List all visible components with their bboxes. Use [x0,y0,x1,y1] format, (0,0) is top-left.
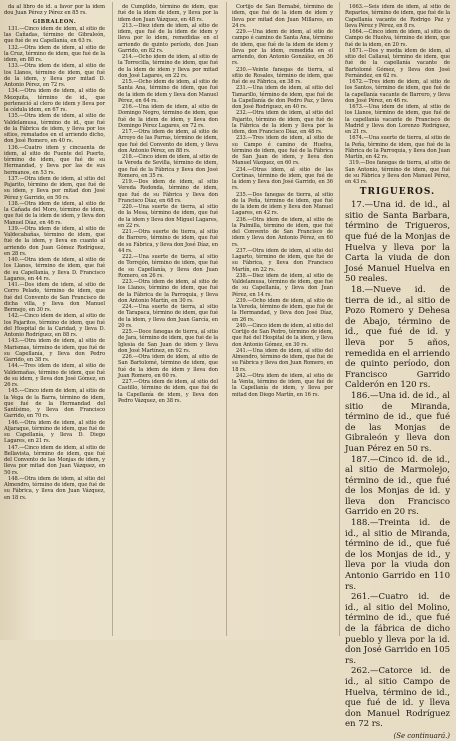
section-heading-gibraleon: GIBRALEON. [32,18,77,25]
lot-entry: 226.—Otra idem de idem, al sitio de San Bartolomé, término de idem, que fué de la idem de idem y lleva don Juan Romero, en 60 rs. [118,354,218,379]
lot-entry: 220.—Una suerte de tierra, al sitio de la Mesa, término de idem, que fué de la idem y lleva don Miguel Lagares, en 22 rs. [118,204,218,229]
column-3 [232,4,333,632]
lot-entry: 141.—Dos idem de idem, al sitio de Cerro Pelado, término de idem, que fué del Convento de San Francisco de dicha villa, y lleva don Manuel Bermejo, en 30 rs. [4,282,105,313]
lot-entry: 225.—Doce fanegas de tierra, al sitio de Jara, término de idem, que fué de la Iglesia de San Juan de idem y lleva don José Martínez, en 92 rs. [118,329,218,354]
lot-entry: 242.—Otra idem de idem, al sitio de la Venta, término de idem, que fué de la Capellanía de idem, y lleva por mitad don Diego Martín, en 16 rs. [232,372,333,398]
lot-entry: 188.—Treinta id. de id., al sitio de Miranda, término de id., que fué de los Monjas de id., y lleva por la viuda don Antonio Garrido en 110 rs. [345,518,450,592]
lot-entry: 18.—Nueve id. de tierra de id., al sitio de Pozo Romero y Dehesa de Abajo, término de id., que fué de id. y lleva por 5 años, remedida en el arriendo de quinto período, don Francisco Garrido Calderón en 120 rs. [345,285,450,391]
lot-entry: 186.—Una id. de id., al sitio de Miranda, término de id., que fué de las Monjas de Gibraleón y lleva don Juan Pérez en 50 rs. [345,390,450,454]
lot-entry: 213.—Diez idem de idem, al sitio de idem, que fué de la idem de idem y lleva por lo idem, remedidas en el arriendo de quinto período, don Juan Garrido, en 82 rs. [118,22,218,54]
column-2 [118,4,218,632]
lot-entry: 233.—Tres idem de idem, al sitio de su Campo é camino de Huelva, término de idem, que fué de la Fábrica de San Juan de idem, y lleva don Manuel Vázquez, en 60 rs. [232,135,333,167]
lot-entry: 218.—Cinco idem de idem, al sitio de la Vereda de Sevilla, término de idem, que fué de la Fábrica y lleva don José Romero, en 35 rs. [118,154,218,179]
lot-entry: de Cumplido, término de idem, que fué de la idem de idem, y lleva por la idem don Juan Vázquez, en 48 rs. [118,4,218,23]
lot-entry: 229.—Una idem de idem, al sitio de campo é camino de Santa Ana, término de idem, que fué de la idem de idem y lleva por la idem, remedida en el arriendo, don Antonio González, en 36 rs. [232,29,333,67]
lot-entry: 1672.—Tres idem de idem, al sitio de los Santos, término de idem, que fué de la capellanía vacante de Barrero, y lleva don José Pérez, en 46 rs. [345,79,450,104]
lot-entry: 224.—Una suerte de tierra, al sitio de Tarapaca, término de idem, que fué de la idem, y lleva don Juan García, en 20 rs. [118,304,218,329]
lot-entry: 262.—Catorce id. de id., al sitio Campo de Huelva, término de id., que fué de id. y lleva don Manuel Rodríguez en 72 rs. [345,666,450,730]
column-4 [345,4,450,740]
lot-entry: 187.—Cinco id. de id., al sitio de Marmolejo, término de id., que fué de los Monjas de id. y lleva don Francisco Garrido en 20 rs. [345,454,450,518]
lot-entry: 132.—Otra idem de idem, al sitio de la Cruz, término de idem, que fué de la idem, en 88 rs. [4,44,105,63]
lot-entry: 1664.—Cinco idem de idem, al sitio de Campo de Huelva, término de idem, que fué de la idem, en 20 rs. [345,29,450,48]
lot-entry: 237.—Otra idem de idem, al sitio del Lagarto, término de idem, que fué de su Fábrica, y lleva don Francisco Martín, en 22 rs. [232,247,333,273]
lot-entry: 137.—Otra idem de idem, al sitio del Pajarito, término de idem, que fué de su idem, y lleva por mitad don José Pérez y Garrido, en 50 rs. [4,175,105,201]
lot-entry: 142.—Cinco idem de idem, al sitio de los Pajaritos, término de idem, que fué del Hospital de la Caridad, y lleva D. Antonio Rodríguez, en 88 rs. [4,313,105,338]
lot-entry: 135.—Otra idem de idem, al sitio de Valdelamusa, término de id., que fué de la Fábrica de idem, y lleva por los sitios, rematados en el arriendo dicho, don José Romero, en 40 rs. [4,113,105,145]
section-heading-trigueros: TRIGUEROS. [359,187,436,198]
column-rule [226,2,227,636]
lot-entry: 1674.—Una suerte de tierra, al sitio de la Peña, término de idem, que fué de la Fábrica de la Parroquia, y lleva don Juan Martín, en 42 rs. [345,135,450,160]
lot-entry: 215.—Ocho idem de idem, al sitio de Santa Ana, término de idem, que fué de la idem de idem y lleva don Manuel Pérez, en 64 rs. [118,79,218,104]
lot-entry: 217.—Otra idem de idem, al sitio de Arroyo de las Parras, término de idem, que fué del Convento de idem, y lleva don Antonio Pérez, en 88 rs. [118,129,218,154]
lot-entry: 140.—Otra idem de idem, al sitio de los Llanos, término de idem, que fué de su Capellanía, y lleva D. Francisco Lagares, en 44 rs. [4,257,105,282]
lot-entry: Cortijo de San Bernabé, término de idem, que fué de la idem de idem y lleva por mitad don Juan Millares, en 24 rs. [232,4,333,29]
column-rule [339,2,340,636]
lot-entry: 240.—Cinco idem de idem, al sitio del Cortijo de San Pedro, término de idem, que fué del Hospital de la idem, y lleva don Antonio Gómez, en 30 rs. [232,322,333,348]
lot-entry: 146.—Otra idem de idem, al sitio de Aljaraque, término de idem, que fué de su Capellanía, y lleva D. Diego Lagares, en 21 rs. [4,419,105,445]
lot-entry: 234.—Otras idem, al sitio de las Cortinas, término de idem, que fué de la idem y lleva don José Garrido, en 36 rs. [232,166,333,192]
column-rule [112,2,113,636]
continues-note: (Se continuará.) [393,731,450,740]
lot-entry: 1663.—Seis idem de idem, al sitio de Repartos, término de idem, que fué de la Capellanía vacante de Rodrigo Paz y lleva Pérez y Pérez, en 8 rs. [345,4,450,29]
lot-entry: 222.—Una suerte de tierra, al sitio de Torrejón, término de idem, que fué de su Capellanía, y lleva don Juan Romero, en 26 rs. [118,254,218,279]
lot-entry: 319.—Dos fanegas de tierra, al sitio de San Antonio, término de idem, que fué de su Fábrica y lleva don Manuel Pérez, en 43 rs. [345,160,450,185]
lot-entry: 131.—Cinco idem de idem, al sitio de las Cañadas, término de Gibraleón, que fué de su Capellanía, en 63 rs. [4,25,105,45]
lot-entry: 1671.—Dos y media idem de idem, al sitio del Callaval, término de idem, que fué de la capellanía vacante de Bartolomé Gómez, y lleva don José Fernández, en 62 rs. [345,47,450,79]
lot-entry: 138.—Otra idem de idem, al sitio de la Cañada del Moro, término de idem, que fué de la idem de idem, y lleva don Manuel Díaz, en 46 rs. [4,200,105,226]
lot-entry: 216.—Una idem de idem, al sitio de Domingo Negro, término de idem, que fué de la idem de idem, y lleva don Domingo Pérez Lagares, en 72 rs. [118,104,218,129]
lot-entry: 219.—Dos idem de idem, al sitio Vereda Redonda, término de idem, que fué de su Fábrica y lleva don Francisco Díaz, en 68 rs. [118,179,218,204]
lot-entry: 148.—Otra idem de idem, al sitio del Almendro, término de idem, que fué de su Fábrica, y lleva don Juan Vázquez, en 18 rs. [4,475,105,501]
lot-entry: 145.—Cinco idem de idem, al sitio de la Vega de la Barra, término de idem, que fué de la Hermandad del Santísimo, y lleva don Francisco Garrido, en 70 rs. [4,388,105,420]
lot-entry: 235.—Dos fanegas de tierra, al sitio de la Peña, término de idem, que fué de la idem de idem y lleva don Manuel Lagares, en 42 rs. [232,191,333,217]
lot-entry: 134.—Otra idem de idem, al sitio de Mezquita, término de id., que perteneció al clero de idem y lleva por la cédula idem, en 67 rs. [4,88,105,113]
lot-entry: 223.—Otra idem de idem, al sitio de los Llanos, término de idem, que fué de la Fábrica de la Parroquia, y lleva don Antonio Martín, en 30 rs. [118,279,218,304]
lot-entry: 238.—Diez idem de idem, al sitio de Valdelamusa, término de idem, que fué de su Capellanía, y lleva don Juan Pérez, en 14 rs. [232,272,333,298]
lot-entry: 227.—Otra idem de idem, al sitio del Castillo, término de idem, que fué de la Capellanía de idem, y lleva don Pedro Vázquez, en 38 rs. [118,379,218,404]
lot-entry: 241.—Una idem de idem, al sitio del Almendro, término de idem, que fué de su Fábrica y lleva don Juan Romero, en 18 rs. [232,347,333,373]
lot-entry: 136.—Cuatro idem y cincuenta de idem, al sitio de Fuente del Puerto, término de idem, que fué de su Hermandad, y lleva por las de sus hermanos, en 53 rs. [4,144,105,176]
lot-entry: 147.—Cinco idem de idem, al sitio de Bellavista, término de idem, que fué del Convento de las Monjas de idem, y lleva por mitad don Juan Vázquez, en 50 rs. [4,444,105,476]
lot-entry: 239.—Ocho idem de idem, al sitio de la Vereda, término de idem, que fué de la Hermandad, y lleva don José Díaz, en 26 rs. [232,297,333,323]
lot-entry: 17.—Una id. de id., al sitio de Santa Barbara, término de Trigueros, que fué de la Monjas de Huelva y lleva por la Carta la viuda de don José Manuel Huelva en 50 reales. [345,200,450,285]
lot-entry: da al libro de id. a favor por la idem dou Juan Pérez y Pérez en 85 rs. [4,4,105,17]
lot-entry: 261.—Cuatro id. de id., al sitio del Molino, término de id., que fué de la fábrica de dicho pueblo y lleva por la id. don José Garrido en 105 rs. [345,592,450,666]
lot-entry: 232.—Otra idem de idem, al sitio del Pajarito, término de idem, que fué de la Fábrica de la idem y lleva por la idem, don Francisco Díaz, en 48 rs. [232,110,333,135]
lot-entry: 230.—Veinte fanegas de tierra, al sitio de Rosales, término de idem, que fué de su Fábrica, en 38 rs. [232,66,333,85]
lot-entry: 144.—Tres idem de idem, al sitio de Valdemañas, término de idem, que fué de su idem, y lleva don José Gómez, en 26 rs. [4,363,105,388]
lot-entry: 214.—Ocho idem de idem, al sitio de la Torrecilla, término de idem, que fué de la idem de idem y lleva por mitad don José Lagares, en 22 rs. [118,54,218,79]
lot-entry: 133.—Otra idem de idem, al sitio de los Llanos, término de idem, que fué de la idem, y lleva por mitad D. Antonio Pérez, en 72 rs. [4,63,105,88]
lot-entry: 231.—Una idem de idem, al sitio del Tamarillo, término de idem, que fué de la Capellanía de don Pedro Paz, y lleva don José Rodríguez, en 40 rs. [232,85,333,110]
lot-entry: 1673.—Una idem de idem, al sitio de los Llanos, término de idem, que fué de la capellanía vacante de Francisco de Madrid y lleva don Lorenzo Rodríguez, en 21 rs. [345,104,450,135]
lot-entry: 143.—Otra idem de idem, al sitio de Marismas, término de idem, que fué de su Capellanía, y lleva don Pedro Garrido, en 38 rs. [4,338,105,363]
lot-entry: 221.—Otra suerte de tierra, al sitio de Barrero, término de idem, que fué de su Fábrica, y lleva don José Díaz, en 44 rs. [118,229,218,254]
lot-entry: 139.—Otra idem de idem, al sitio de Valdecabañas, término de idem, que fué de la idem, y lleva en cuanto al arriendo don Juan Gómez Rodríguez, en 28 rs. [4,225,105,257]
column-1 [4,4,105,632]
lot-entry: 236.—Otra idem de idem, al sitio de la Palmilla, término de idem, que fué del Convento de San Francisco de idem y lleva don Antonio Pérez, en 60 rs. [232,216,333,248]
